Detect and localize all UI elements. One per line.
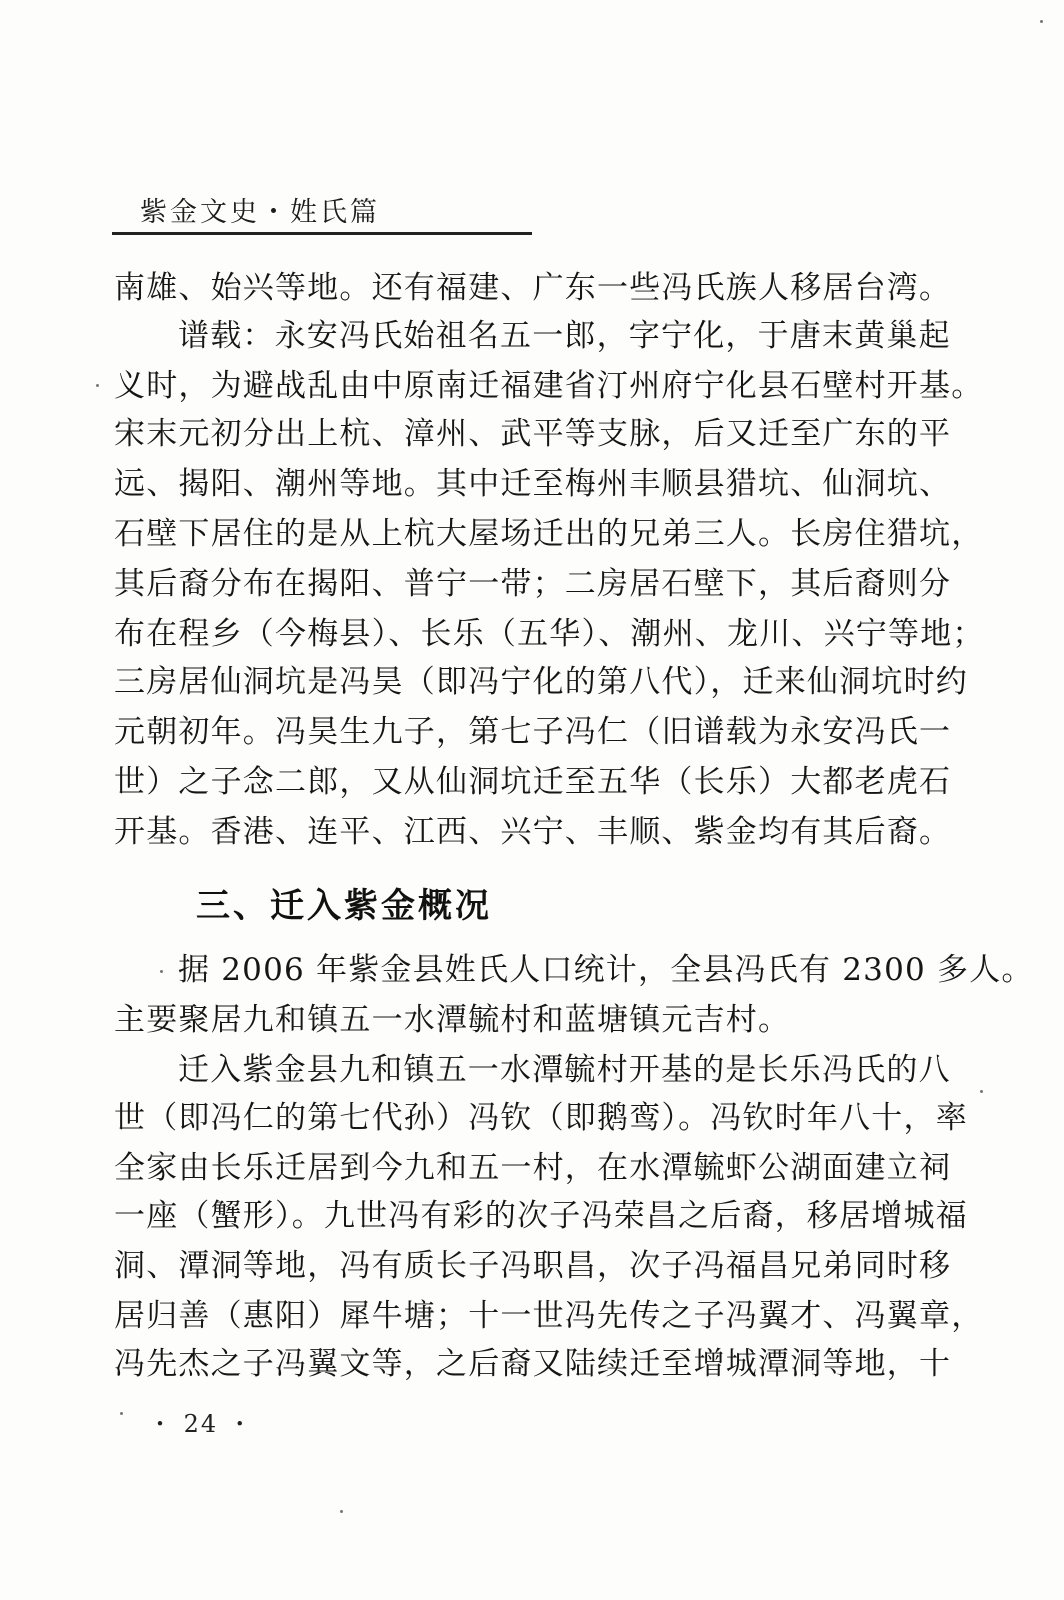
text-line: 主要聚居九和镇五一水潭毓村和蓝塘镇元吉村。: [114, 1002, 791, 1038]
text-line: 元朝初年。冯昊生九子，第七子冯仁（旧谱载为永安冯氏一: [114, 714, 952, 750]
text-line: 据 2006 年紫金县姓氏人口统计，全县冯氏有 2300 多人。: [178, 952, 1034, 988]
scan-speck: [340, 1510, 343, 1513]
scan-speck: [96, 384, 99, 387]
text-line: 三房居仙洞坑是冯昊（即冯宁化的第八代），迁来仙洞坑时约: [114, 664, 968, 700]
text-line: 世）之子念二郎，又从仙洞坑迁至五华（长乐）大都老虎石: [114, 764, 952, 800]
text-line: 远、揭阳、潮州等地。其中迁至梅州丰顺县猎坑、仙洞坑、: [114, 466, 952, 502]
text-line: 全家由长乐迁居到今九和五一村，在水潭毓虾公湖面建立祠: [114, 1150, 952, 1186]
text-line: 谱载：永安冯氏始祖名五一郎，字宁化，于唐末黄巢起: [178, 318, 951, 354]
text-line: 石壁下居住的是从上杭大屋场迁出的兄弟三人。长房住猎坑，: [114, 516, 984, 552]
text-line: 南雄、始兴等地。还有福建、广东一些冯氏族人移居台湾。: [114, 270, 952, 306]
text-line: 其后裔分布在揭阳、普宁一带；二房居石壁下，其后裔则分: [114, 566, 952, 602]
page-number: ・ 24 ・: [148, 1410, 254, 1438]
scan-speck: [1040, 20, 1043, 23]
text-line: 迁入紫金县九和镇五一水潭毓村开基的是长乐冯氏的八: [178, 1052, 951, 1088]
running-head-title: 紫金文史・姓氏篇: [140, 197, 380, 228]
text-line: 冯先杰之子冯翼文等，之后裔又陆续迁至增城潭洞等地，十: [114, 1346, 952, 1382]
text-line: 开基。香港、连平、江西、兴宁、丰顺、紫金均有其后裔。: [114, 814, 952, 850]
text-line: 一座（蟹形）。九世冯有彩的次子冯荣昌之后裔，移居增城福: [114, 1198, 968, 1234]
header-rule: [112, 232, 532, 235]
text-line: 世（即冯仁的第七代孙）冯钦（即鹅鸾）。冯钦时年八十，率: [114, 1100, 968, 1136]
scan-speck: [120, 1412, 123, 1415]
text-line: 宋末元初分出上杭、漳州、武平等支脉，后又迁至广东的平: [114, 416, 952, 452]
text-line: 洞、潭洞等地，冯有质长子冯职昌，次子冯福昌兄弟同时移: [114, 1248, 952, 1284]
scan-speck: [160, 970, 163, 973]
text-line: 义时，为避战乱由中原南迁福建省汀州府宁化县石壁村开基。: [114, 368, 984, 404]
text-line: 布在程乡（今梅县）、长乐（五华）、潮州、龙川、兴宁等地；: [114, 616, 985, 652]
scan-speck: [980, 1090, 983, 1093]
section-heading: 三、迁入紫金概况: [196, 886, 492, 926]
text-line: 居归善（惠阳）犀牛塘；十一世冯先传之子冯翼才、冯翼章，: [114, 1298, 984, 1334]
